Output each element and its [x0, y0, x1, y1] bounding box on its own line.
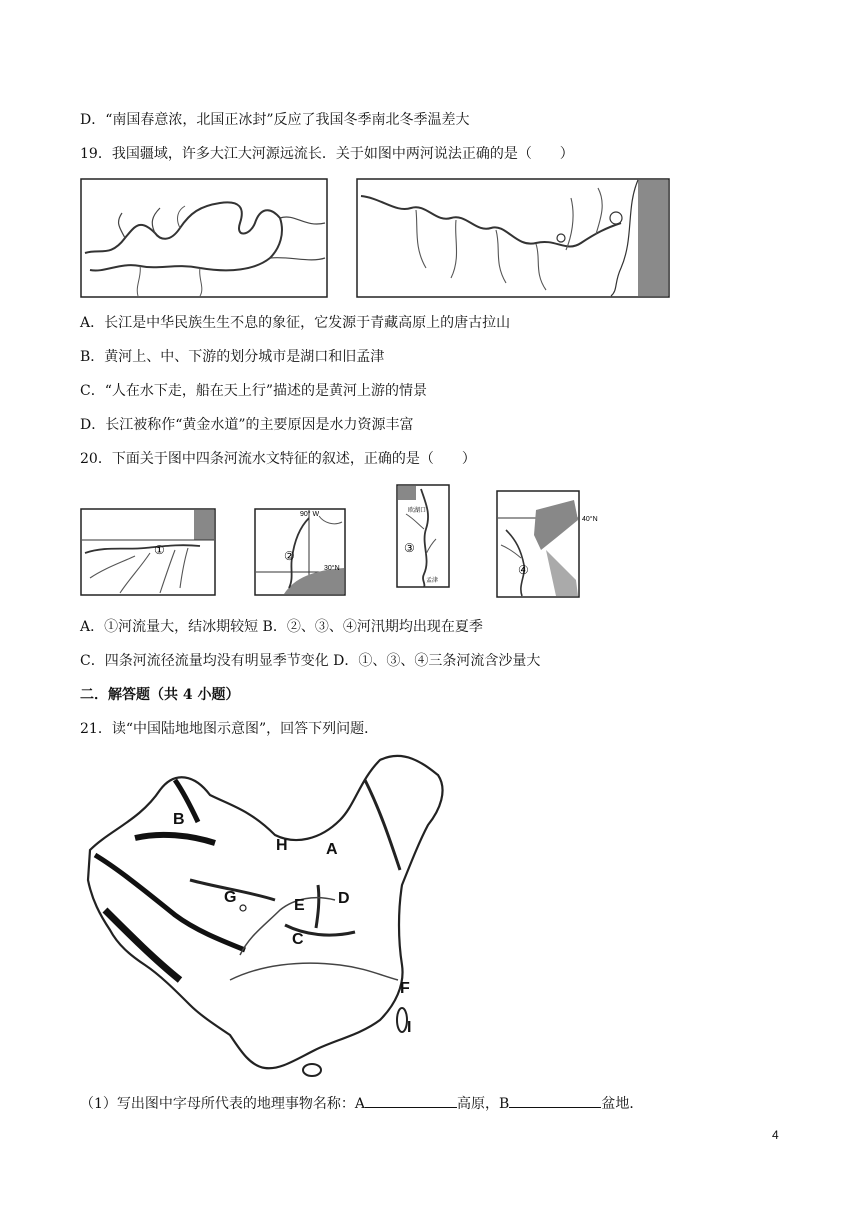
q19-stem: 19．我国疆域，许多大江大河源远流长．关于如图中两河说法正确的是（ ） [80, 146, 574, 162]
q19-option-d: D．长江被称作“黄金水道”的主要原因是水力资源丰富 [80, 417, 414, 433]
q20-map-1 [80, 508, 216, 600]
q19-option-c: C．“人在水下走，船在天上行”描述的是黄河上游的情景 [80, 383, 428, 399]
q18-option-d: D．“南国春意浓，北国正冰封”反应了我国冬季南北冬季温差大 [80, 112, 470, 128]
q21-sub1-mid: 高原，B [457, 1096, 510, 1112]
map-letter-a: A [326, 841, 338, 858]
q20-map3-num: ③ [404, 541, 415, 555]
q21-sub-question-1 [80, 1093, 643, 1114]
q20-map2-num: ② [284, 549, 295, 563]
map-letter-c: C [292, 931, 304, 948]
section-title: 二．解答题（共 4 小题） [80, 687, 240, 703]
q20-map-3 [396, 484, 450, 592]
answer-blank-a[interactable] [365, 1093, 457, 1108]
map-letter-f: F [400, 980, 410, 997]
answer-blank-b[interactable] [509, 1093, 601, 1108]
map-letter-i: I [407, 1019, 412, 1036]
q20-map4-lat: 40°N [582, 516, 598, 523]
q20-options-row-2: C．四条河流径流量均没有明显季节变化 D．①、③、④三条河流含沙量大 [80, 653, 541, 669]
q20-map-2 [254, 508, 346, 600]
map-letter-d: D [338, 890, 350, 907]
q20-map-4 [496, 490, 606, 604]
q20-map3-bottom: 孟津 [426, 578, 439, 584]
q19-yellow-river-map [80, 178, 328, 302]
q20-map2-lon: 90° W [300, 511, 320, 518]
map-letter-e: E [294, 897, 305, 914]
q21-sub1-end: 盆地． [601, 1096, 644, 1112]
q20-map4-num: ④ [518, 563, 529, 577]
q19-option-a: A．长江是中华民族生生不息的象征，它发源于青藏高原上的唐古拉山 [80, 315, 511, 331]
map-letter-h: H [276, 837, 288, 854]
map-letter-g: G [224, 889, 237, 906]
q21-sub1-prefix: （1）写出图中字母所代表的地理事物名称：A [80, 1096, 366, 1112]
q20-options-row-1: A．①河流量大，结冰期较短 B．②、③、④河汛期均出现在夏季 [80, 619, 483, 635]
page-number: 4 [772, 1128, 779, 1142]
map-letter-b: B [173, 811, 185, 828]
q20-stem: 20．下面关于图中四条河流水文特征的叙述，正确的是（ ） [80, 451, 476, 467]
q21-stem: 21．读“中国陆地地图示意图”，回答下列问题． [80, 721, 379, 737]
q19-yangtze-river-map [356, 178, 670, 302]
q19-option-b: B．黄河上、中、下游的划分城市是湖口和旧孟津 [80, 349, 385, 365]
q20-map2-lat: 30°N [324, 565, 340, 572]
q20-map1-label: ① [154, 543, 165, 557]
q21-china-map [80, 750, 452, 1086]
q20-map3-top: 欧湖口 [408, 508, 427, 514]
